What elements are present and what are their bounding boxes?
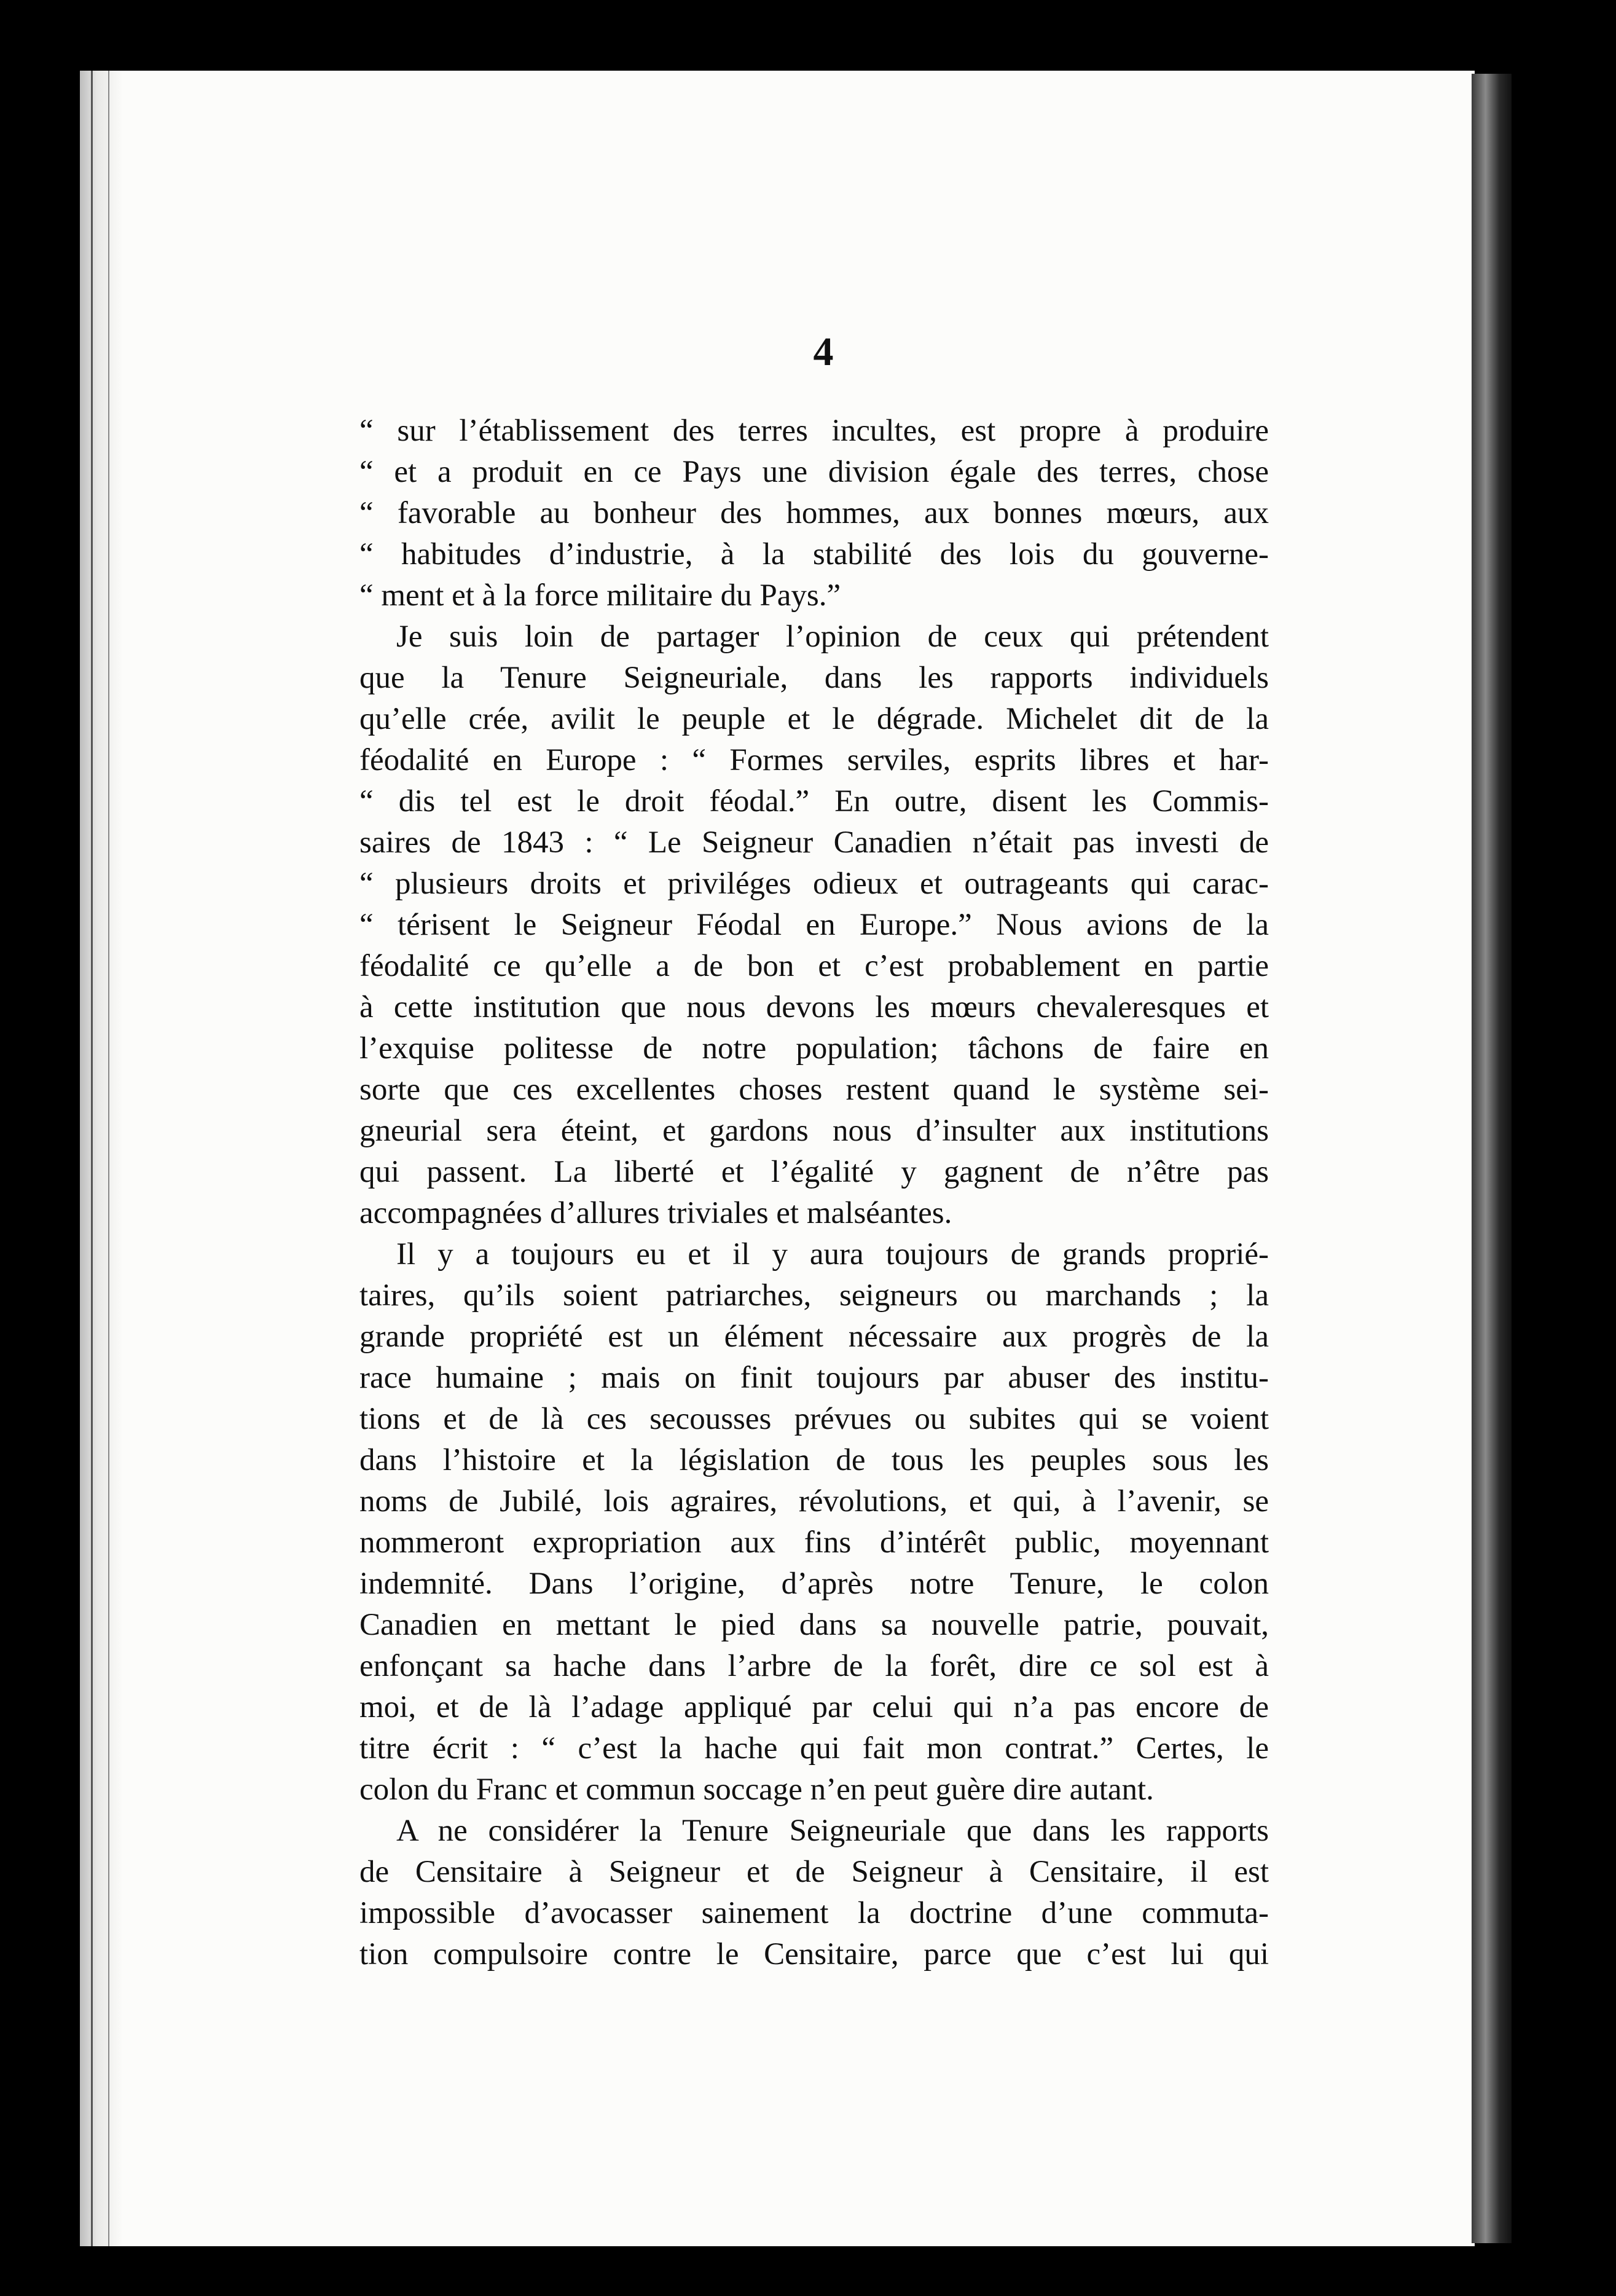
text-line: race humaine ; mais on finit toujours par abuser des institu- (359, 1361, 1269, 1395)
text-line: “ dis tel est le droit féodal.” En outre, disent les Commis- (359, 784, 1269, 819)
text-line: de Censitaire à Seigneur et de Seigneur à Censitaire, il est (359, 1855, 1269, 1889)
text-line: qui passent. La liberté et l’égalité y gagnent de n’être pas (359, 1155, 1269, 1189)
text-line: A ne considérer la Tenure Seigneuriale que dans les rapports (396, 1814, 1269, 1848)
text-line: “ ment et à la force militaire du Pays.” (359, 578, 841, 613)
page-number: 4 (813, 329, 834, 374)
text-line: sorte que ces excellentes choses restent quand le système sei- (359, 1072, 1269, 1107)
text-line: noms de Jubilé, lois agraires, révolutions, et qui, à l’avenir, se (359, 1484, 1269, 1519)
text-line: à cette institution que nous devons les mœurs chevaleresques et (359, 990, 1269, 1024)
text-line: saires de 1843 : “ Le Seigneur Canadien n’était pas investi de (359, 825, 1269, 860)
text-line: tion compulsoire contre le Censitaire, parce que c’est lui qui (359, 1937, 1269, 1972)
text-line: indemnité. Dans l’origine, d’après notre Tenure, le colon (359, 1567, 1269, 1601)
text-line: Canadien en mettant le pied dans sa nouvelle patrie, pouvait, (359, 1608, 1269, 1642)
text-line: que la Tenure Seigneuriale, dans les rapports individuels (359, 661, 1269, 695)
text-line: “ sur l’établissement des terres incultes, est propre à produire (359, 414, 1269, 448)
text-line: Je suis loin de partager l’opinion de ceux qui prétendent (396, 619, 1269, 654)
text-line: colon du Franc et commun soccage n’en peut guère dire autant. (359, 1772, 1154, 1807)
text-line: moi, et de là l’adage appliqué par celui qui n’a pas encore de (359, 1690, 1269, 1724)
text-line: grande propriété est un élément nécessaire aux progrès de la (359, 1319, 1269, 1354)
text-line: titre écrit : “ c’est la hache qui fait mon contrat.” Certes, le (359, 1731, 1269, 1766)
text-line: “ habitudes d’industrie, à la stabilité des lois du gouverne- (359, 537, 1269, 572)
text-line: dans l’histoire et la législation de tous les peuples sous les (359, 1443, 1269, 1477)
text-line: gneurial sera éteint, et gardons nous d’insulter aux institutions (359, 1114, 1269, 1148)
page-edge-shadow (1472, 74, 1512, 2243)
text-line: accompagnées d’allures triviales et malséantes. (359, 1196, 952, 1230)
text-line: taires, qu’ils soient patriarches, seigneurs ou marchands ; la (359, 1278, 1269, 1313)
text-line: enfonçant sa hache dans l’arbre de la forêt, dire ce sol est à (359, 1649, 1269, 1683)
page-gutter (80, 71, 123, 2246)
text-line: nommeront expropriation aux fins d’intérêt public, moyennant (359, 1525, 1269, 1560)
page-text (359, 411, 1269, 1975)
text-line: “ plusieurs droits et priviléges odieux et outrageants qui carac- (359, 867, 1269, 901)
gutter-line (108, 71, 109, 2246)
text-line: impossible d’avocasser sainement la doctrine d’une commuta- (359, 1896, 1269, 1930)
text-line: “ favorable au bonheur des hommes, aux bonnes mœurs, aux (359, 496, 1269, 530)
text-line: l’exquise politesse de notre population; tâchons de faire en (359, 1031, 1269, 1066)
text-line: qu’elle crée, avilit le peuple et le dégrade. Michelet dit de la (359, 702, 1269, 736)
text-line: “ térisent le Seigneur Féodal en Europe.” Nous avions de la (359, 908, 1269, 942)
text-line: tions et de là ces secousses prévues ou subites qui se voient (359, 1402, 1269, 1436)
text-line: féodalité ce qu’elle a de bon et c’est probablement en partie (359, 949, 1269, 983)
text-line: féodalité en Europe : “ Formes serviles, esprits libres et har- (359, 743, 1269, 777)
text-line: Il y a toujours eu et il y aura toujours de grands proprié- (396, 1237, 1269, 1272)
text-line: “ et a produit en ce Pays une division égale des terres, chose (359, 455, 1269, 489)
gutter-line (91, 71, 93, 2246)
